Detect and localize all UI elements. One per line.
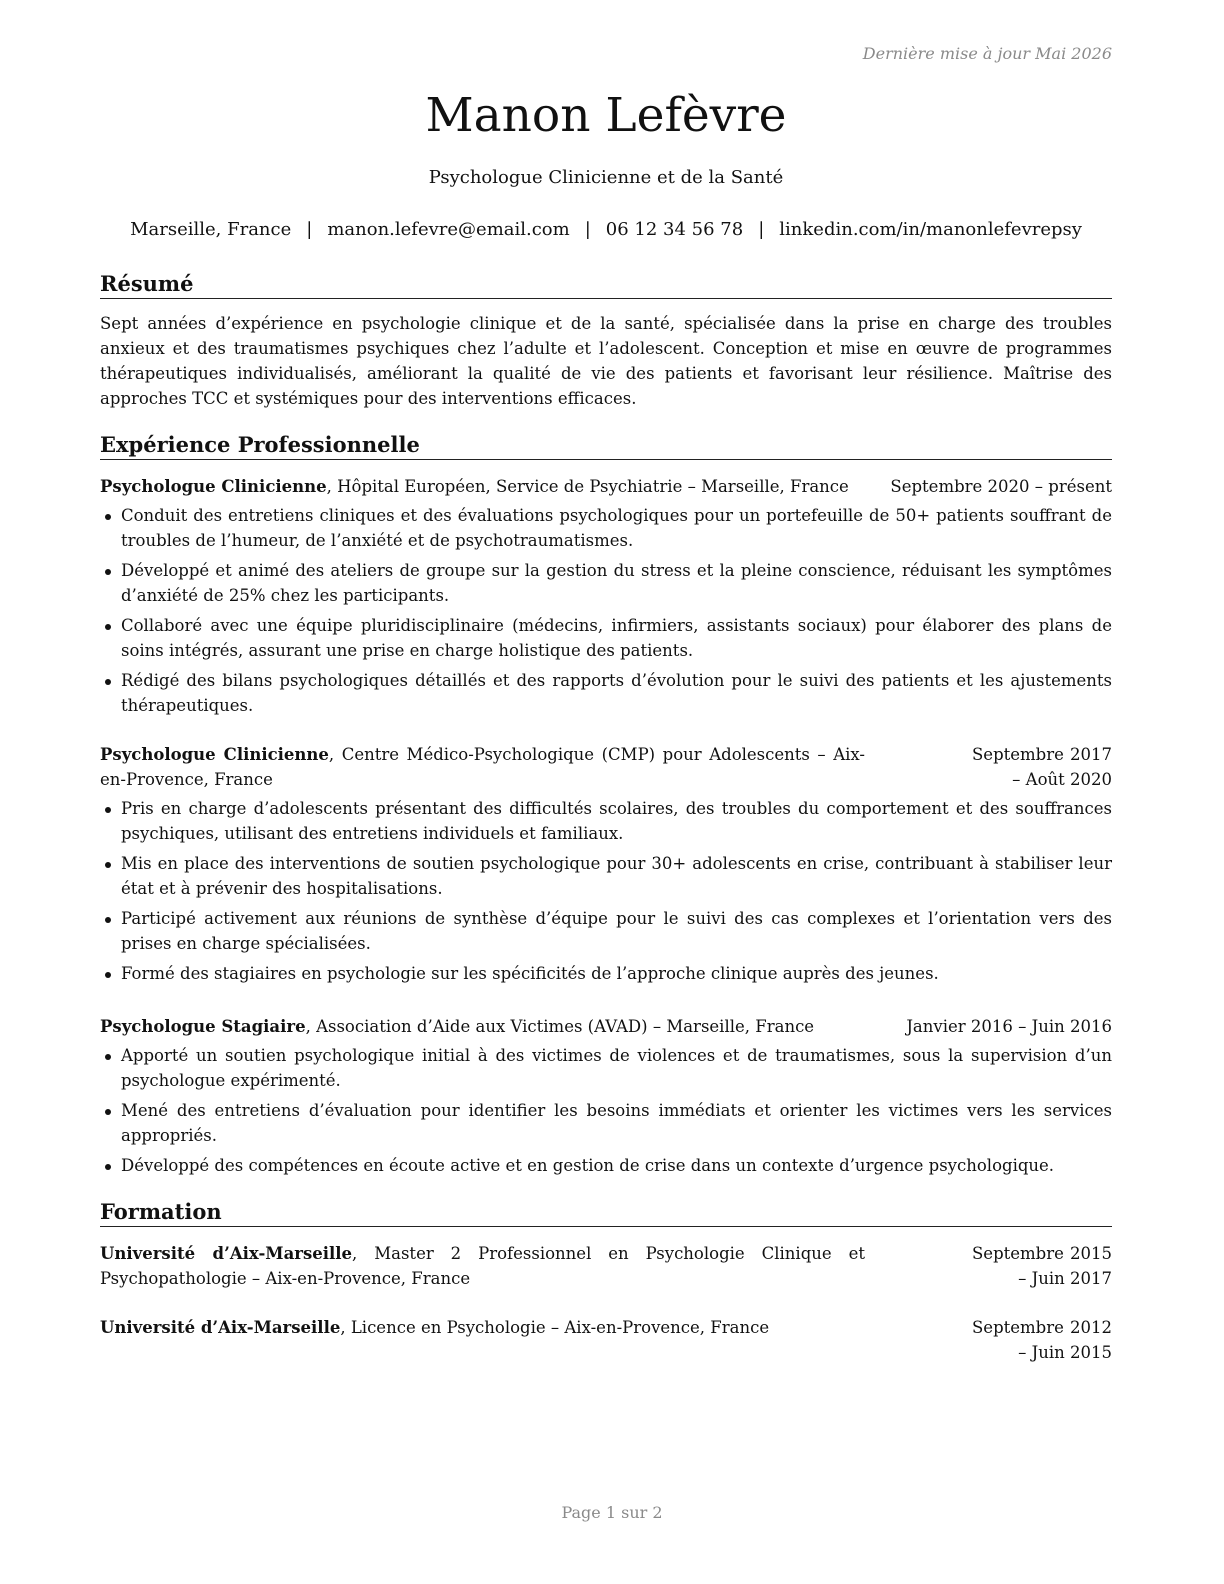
education-entry bbox=[100, 1241, 1112, 1291]
job-bullets bbox=[100, 796, 1112, 986]
job-entry bbox=[100, 474, 1112, 723]
last-updated: Dernière mise à jour Mai 2026 bbox=[862, 44, 1112, 63]
contact-linkedin[interactable]: linkedin.com/in/manonlefevrepsy bbox=[779, 219, 1082, 240]
job-dates: Septembre 2017 – Août 2020 bbox=[972, 745, 1112, 789]
job-bullet: Rédigé des bilans psychologiques détaillés et des rapports d’évolution pour le suivi des patients et les ajustements thérapeutiques. bbox=[100, 668, 1112, 718]
education-school: Université d’Aix-Marseille bbox=[100, 1244, 353, 1263]
education-degree: , Master 2 Professionnel en Psychologie Clinique et Psychopathologie – Aix-en-Provence, France bbox=[100, 1244, 866, 1288]
job-bullet: Participé activement aux réunions de synthèse d’équipe pour le suivi des cas complexes et l’orientation vers des prises en charge spécialisées. bbox=[100, 906, 1112, 956]
job-bullet: Développé et animé des ateliers de groupe sur la gestion du stress et la pleine conscience, réduisant les symptômes d’anxiété de 25% chez les participants. bbox=[100, 558, 1112, 608]
job-bullet: Collaboré avec une équipe pluridisciplinaire (médecins, infirmiers, assistants sociaux) pour élaborer des plans de soins intégrés, assurant une prise en charge holistique des patients. bbox=[100, 613, 1112, 663]
section-title-education: Formation bbox=[100, 1198, 1112, 1227]
job-dates: Septembre 2020 – présent bbox=[890, 477, 1112, 496]
job-bullet: Conduit des entretiens cliniques et des évaluations psychologiques pour un portefeuille de 50+ patients souffrant de troubles de l’humeur, de l’anxiété et de psychotraumatismes. bbox=[100, 503, 1112, 553]
education-school: Université d’Aix-Marseille bbox=[100, 1318, 341, 1337]
job-place: , Centre Médico-Psychologique (CMP) pour Adolescents – Aix-en-Provence, France bbox=[100, 745, 865, 789]
education-section bbox=[100, 1198, 1112, 1227]
education-header bbox=[100, 1315, 1112, 1365]
job-header bbox=[100, 1014, 1112, 1039]
job-role: Psychologue Clinicienne bbox=[100, 745, 329, 764]
section-title-experience: Expérience Professionnelle bbox=[100, 431, 1112, 460]
candidate-title: Psychologue Clinicienne et de la Santé bbox=[428, 167, 784, 188]
education-dates: Septembre 2015 – Juin 2017 bbox=[972, 1244, 1112, 1288]
contact-separator: | bbox=[584, 219, 591, 240]
job-header bbox=[100, 742, 1112, 792]
candidate-name: Manon Lefèvre bbox=[425, 88, 787, 143]
contact-separator: | bbox=[306, 219, 313, 240]
job-bullets bbox=[100, 1043, 1112, 1178]
education-header bbox=[100, 1241, 1112, 1291]
contact-line bbox=[100, 219, 1112, 240]
summary-text: Sept années d’expérience en psychologie clinique et de la santé, spécialisée dans la prise en charge des troubles anxieux et des traumatismes psychiques chez l’adulte et l’adolescent. Conception et mise en œuvre de programmes thérapeutiques individualisés, améliorant la qualité de vie des patients et favorisant leur résilience. Maîtrise des approches TCC et systémiques pour des interventions efficaces. bbox=[100, 314, 1112, 408]
job-header bbox=[100, 474, 1112, 499]
job-role: Psychologue Stagiaire bbox=[100, 1017, 306, 1036]
section-title-summary: Résumé bbox=[100, 270, 1112, 299]
contact-email[interactable]: manon.lefevre@email.com bbox=[327, 219, 570, 240]
contact-location: Marseille, France bbox=[130, 219, 292, 240]
education-dates: Septembre 2012 – Juin 2015 bbox=[972, 1318, 1112, 1362]
job-place: , Hôpital Européen, Service de Psychiatrie – Marseille, France bbox=[326, 477, 849, 496]
summary-section bbox=[100, 270, 1112, 411]
job-bullet: Mené des entretiens d’évaluation pour identifier les besoins immédiats et orienter les victimes vers les services appropriés. bbox=[100, 1098, 1112, 1148]
education-degree: , Licence en Psychologie – Aix-en-Provence, France bbox=[340, 1318, 770, 1337]
experience-section bbox=[100, 431, 1112, 460]
job-entry bbox=[100, 1014, 1112, 1183]
job-bullet: Apporté un soutien psychologique initial à des victimes de violences et de traumatismes, sous la supervision d’un psychologue expérimenté. bbox=[100, 1043, 1112, 1093]
job-role: Psychologue Clinicienne bbox=[100, 477, 327, 496]
page-number: Page 1 sur 2 bbox=[561, 1503, 663, 1522]
job-bullet: Mis en place des interventions de soutien psychologique pour 30+ adolescents en crise, contribuant à stabiliser leur état et à prévenir des hospitalisations. bbox=[100, 851, 1112, 901]
job-bullet: Pris en charge d’adolescents présentant des difficultés scolaires, des troubles du comportement et des souffrances psychiques, utilisant des entretiens individuels et familiaux. bbox=[100, 796, 1112, 846]
job-dates: Janvier 2016 – Juin 2016 bbox=[906, 1017, 1112, 1036]
job-place: , Association d’Aide aux Victimes (AVAD) – Marseille, France bbox=[305, 1017, 815, 1036]
contact-separator: | bbox=[758, 219, 765, 240]
job-bullets bbox=[100, 503, 1112, 718]
job-entry bbox=[100, 742, 1112, 991]
contact-phone: 06 12 34 56 78 bbox=[605, 219, 744, 240]
job-bullet: Développé des compétences en écoute active et en gestion de crise dans un contexte d’urgence psychologique. bbox=[100, 1153, 1112, 1178]
education-entry bbox=[100, 1315, 1112, 1365]
job-bullet: Formé des stagiaires en psychologie sur les spécificités de l’approche clinique auprès des jeunes. bbox=[100, 961, 1112, 986]
